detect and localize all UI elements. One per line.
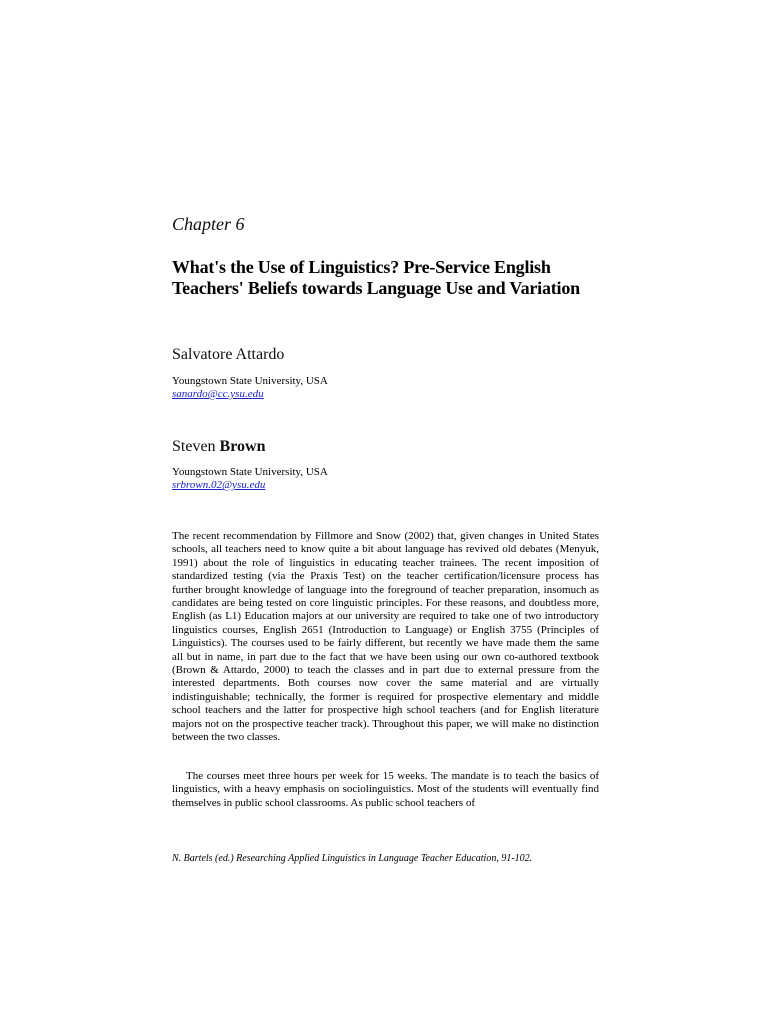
- body-paragraph-2: The courses meet three hours per week for 15 weeks. The mandate is to teach the basics of linguistics, with a heavy emphasis on sociolinguistics. Most of the students will eventually find themselves in public school classrooms. As public school teachers of: [172, 770, 599, 809]
- author-2-affiliation: Youngstown State University, USA: [172, 466, 328, 478]
- chapter-label: Chapter 6: [172, 214, 245, 234]
- author-1-email-link[interactable]: sanardo@cc.ysu.edu: [172, 388, 264, 400]
- author-1-name: Salvatore Attardo: [172, 346, 285, 363]
- chapter-title: What's the Use of Linguistics? Pre-Service English Teachers' Beliefs towards Language Use and Variation: [172, 257, 580, 298]
- author-2-surname: Brown: [219, 438, 266, 455]
- author-2-email-link[interactable]: srbrown.02@ysu.edu: [172, 479, 266, 491]
- author-1-affiliation: Youngstown State University, USA: [172, 375, 328, 387]
- citation-footer: N. Bartels (ed.) Researching Applied Linguistics in Language Teacher Education, 91-102.: [172, 853, 533, 864]
- body-paragraph-1: The recent recommendation by Fillmore and Snow (2002) that, given changes in United States schools, all teachers need to know quite a bit about language has revived old debates (Menyuk, 1991) about the role of linguistics in educating teacher trainees. The recent imposition of standardized testing (via the Praxis Test) on the teacher certification/licensure process has further brought knowledge of language into the foreground of teacher preparation, insomuch as candidates are being tested on core linguistic principles. For these reasons, and doubtless more, English (as L1) Education majors at our university are required to take one of two introductory linguistics courses, English 2651 (Introduction to Language) or English 3755 (Principles of Linguistics). The courses used to be fairly different, but recently we have made them the same all but in name, in part due to the fact that we have been using our own co-authored textbook (Brown & Attardo, 2000) to teach the classes and in part due to external pressure from the interested departments. Both courses now cover the same material and are virtually indistinguishable; technically, the former is required for prospective elementary and middle school teachers and the latter for prospective high school teachers (and for English literature majors not on the prospective teacher track). Throughout this paper, we will make no distinction between the two classes.: [172, 530, 599, 744]
- author-name-2: [172, 438, 265, 456]
- author-name-1: [172, 346, 284, 364]
- author-2-name: Steven: [172, 438, 220, 455]
